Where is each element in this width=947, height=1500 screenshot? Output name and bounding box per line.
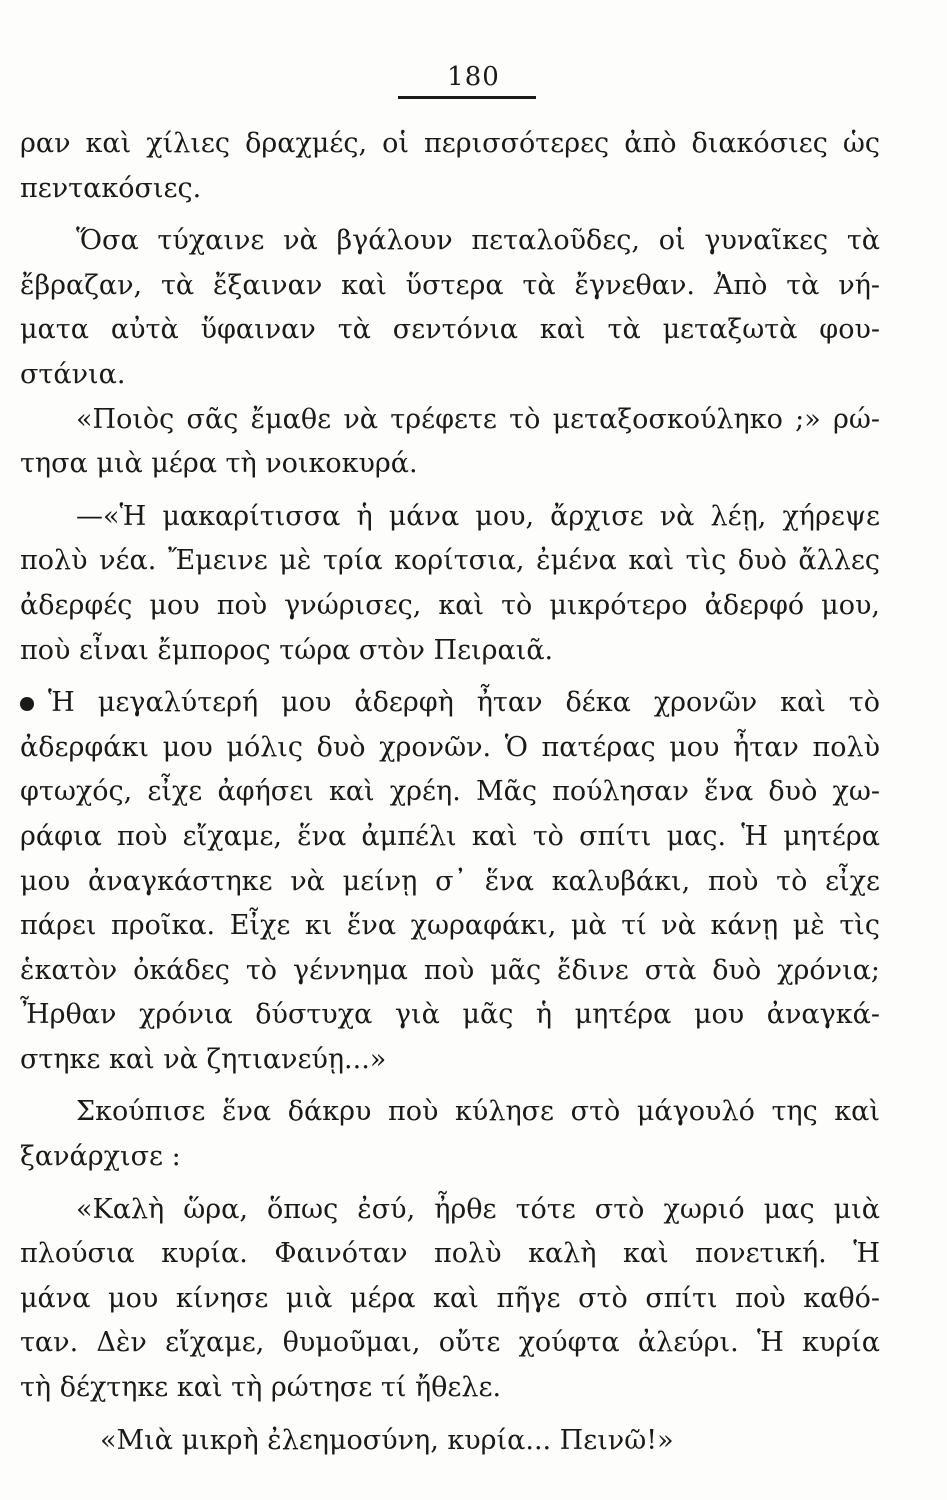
- page-number-rule: [398, 96, 536, 99]
- text-line: ἀδερφές μου ποὺ γνώρισες, καὶ τὸ μικρότερο ἀδερφό μου,: [20, 589, 880, 621]
- text-line: στηκε καὶ νὰ ζητιανεύῃ...»: [20, 1043, 387, 1075]
- ink-blot-icon: [20, 697, 34, 711]
- paragraph-gap: [20, 1180, 880, 1188]
- text-line: Σκούπισε ἕνα δάκρυ ποὺ κύλησε στὸ μάγουλό της καὶ: [76, 1096, 880, 1128]
- text-line: «Μιὰ μικρὴ ἐλεημοσύνη, κυρία... Πεινῶ!»: [100, 1424, 674, 1456]
- text-line: πεντακόσιες.: [20, 172, 202, 204]
- text-line: ματα αὐτὰ ὕφαιναν τὰ σεντόνια καὶ τὰ μεταξωτὰ φου-: [20, 314, 880, 346]
- text-line: ξανάρχισε :: [20, 1141, 181, 1173]
- text-line: ἔβραζαν, τὰ ἔξαιναν καὶ ὕστερα τὰ ἔγνεθαν. Ἀπὸ τὰ νή-: [20, 269, 880, 301]
- paragraph-gap: [20, 1411, 880, 1419]
- text-line: στάνια.: [20, 358, 126, 390]
- text-line: Ἦρθαν χρόνια δύστυχα γιὰ μᾶς ἡ μητέρα μου ἀναγκά-: [20, 999, 880, 1031]
- body-text: [20, 122, 880, 1463]
- paragraph-gap: [20, 673, 880, 681]
- text-line: μάνα μου κίνησε μιὰ μέρα καὶ πῆγε στὸ σπίτι ποὺ καθό-: [20, 1282, 880, 1314]
- text-line: τὴ δέχτηκε καὶ τὴ ρώτησε τί ἤθελε.: [20, 1372, 502, 1404]
- text-line: «Καλὴ ὥρα, ὅπως ἐσύ, ἦρθε τότε στὸ χωριό μας μιὰ: [76, 1193, 880, 1225]
- page-number: 180: [447, 62, 500, 92]
- text-line: πολὺ νέα. Ἔμεινε μὲ τρία κορίτσια, ἐμένα καὶ τὶς δυὸ ἄλλες: [20, 545, 880, 577]
- text-line: ποὺ εἶναι ἔμπορος τώρα στὸν Πειραιᾶ.: [20, 634, 554, 666]
- text-line: ἀδερφάκι μου μόλις δυὸ χρονῶν. Ὁ πατέρας μου ἦταν πολὺ: [20, 731, 880, 763]
- text-line: τησα μιὰ μέρα τὴ νοικοκυρά.: [20, 448, 418, 480]
- text-line: ραν καὶ χίλιες δραχμές, οἱ περισσότερες ἀπὸ διακόσιες ὡς: [20, 128, 880, 159]
- text-line-content: Ἡ μεγαλύτερή μου ἀδερφὴ ἦταν δέκα χρονῶν καὶ τὸ: [48, 687, 880, 719]
- paragraph-gap: [20, 1082, 880, 1090]
- text-line: [20, 681, 880, 726]
- text-line: «Ποιὸς σᾶς ἔμαθε νὰ τρέφετε τὸ μεταξοσκούληκο ;» ρώ-: [76, 403, 880, 435]
- text-line: ράφια ποὺ εἴχαμε, ἕνα ἀμπέλι καὶ τὸ σπίτι μας. Ἡ μητέρα: [20, 820, 880, 852]
- text-line: πλούσια κυρία. Φαινόταν πολὺ καλὴ καὶ πονετική. Ἡ: [20, 1238, 880, 1270]
- paragraph-gap: [20, 211, 880, 219]
- text-line: —«Ἡ μακαρίτισσα ἡ μάνα μου, ἄρχισε νὰ λέῃ, χήρεψε: [76, 500, 880, 532]
- text-line: πάρει προῖκα. Εἶχε κι ἕνα χωραφάκι, μὰ τί νὰ κάνῃ μὲ τὶς: [20, 910, 880, 942]
- text-line: ἑκατὸν ὀκάδες τὸ γέννημα ποὺ μᾶς ἔδινε στὰ δυὸ χρόνια;: [20, 954, 880, 986]
- text-line: Ὅσα τύχαινε νὰ βγάλουν πεταλοῦδες, οἱ γυναῖκες τὰ: [76, 225, 880, 257]
- text-line: ταν. Δὲν εἴχαμε, θυμοῦμαι, οὔτε χούφτα ἀλεύρι. Ἡ κυρία: [20, 1327, 880, 1359]
- text-line: φτωχός, εἶχε ἀφήσει καὶ χρέη. Μᾶς πούλησαν ἕνα δυὸ χω-: [20, 776, 880, 808]
- text-line: μου ἀναγκάστηκε νὰ μείνῃ σ᾿ ἕνα καλυβάκι, ποὺ τὸ εἶχε: [20, 865, 880, 897]
- paragraph-gap: [20, 487, 880, 495]
